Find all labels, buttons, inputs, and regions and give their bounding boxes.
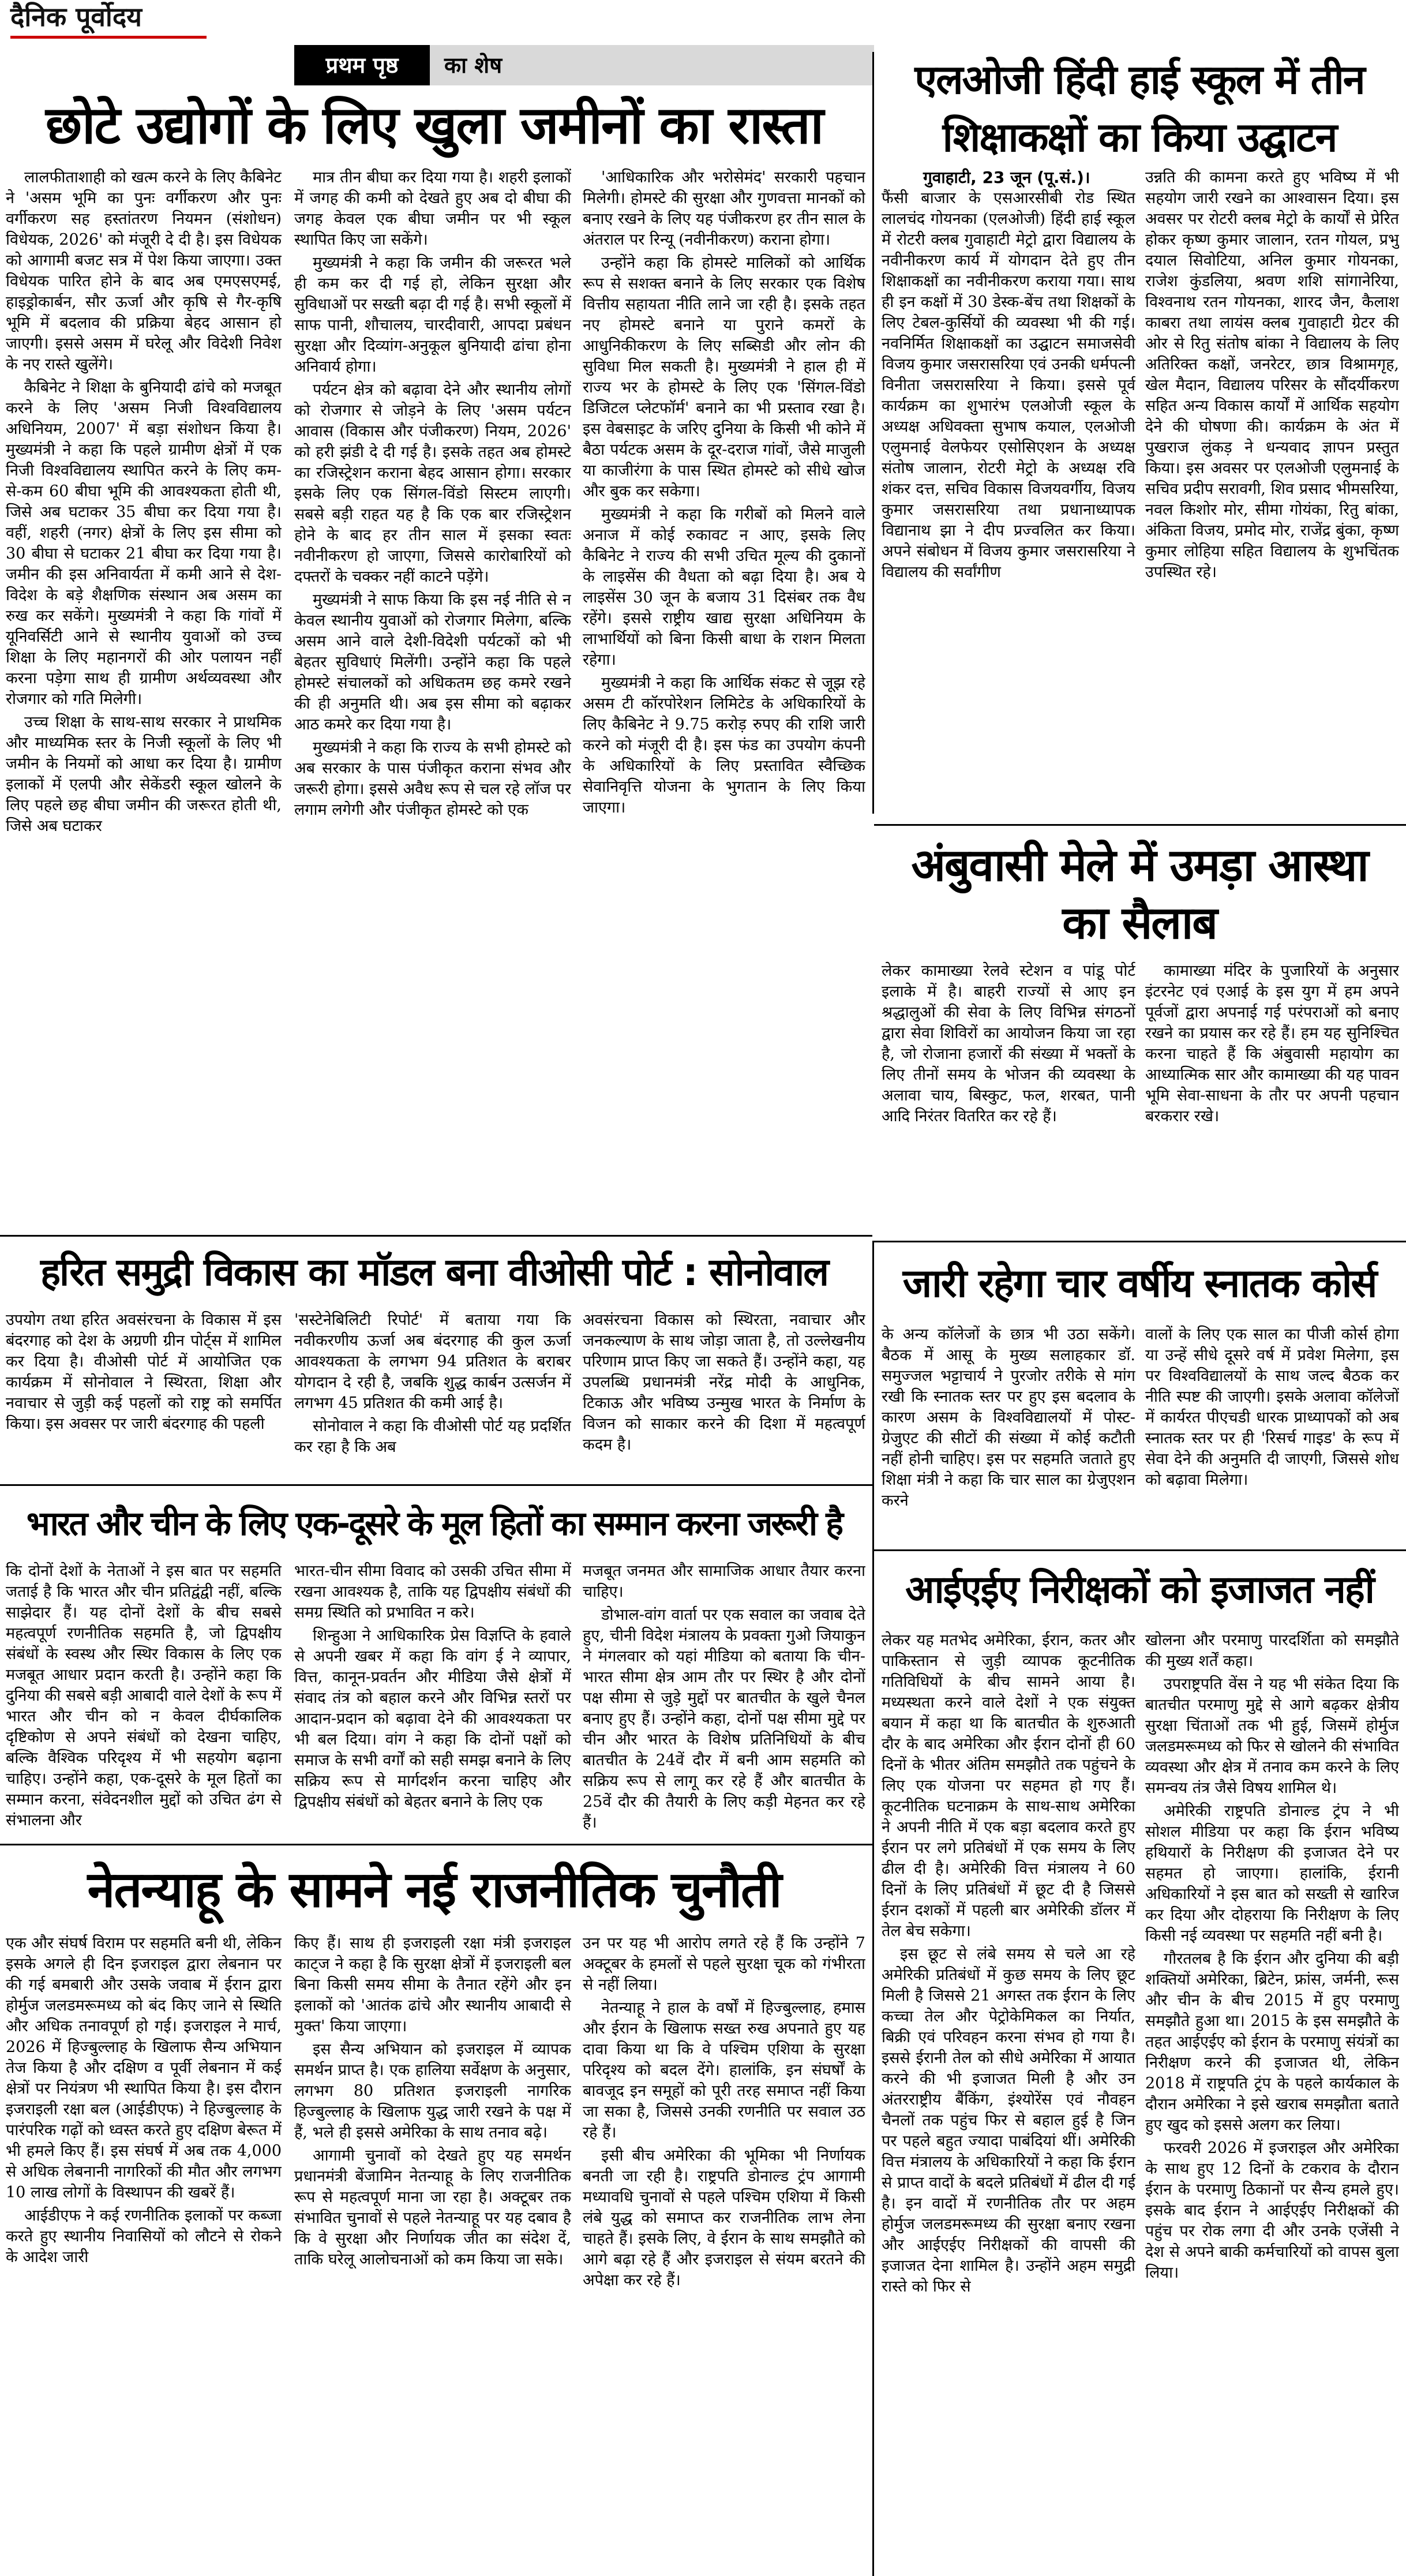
paragraph: अमेरिकी राष्ट्रपति डोनाल्ड ट्रंप ने भी सोशल मीडिया पर कहा कि ईरान भविष्य हथियारों के निरीक्षण की इजाजत देने पर सहमत हो जाएगा। हालांकि, ईरानी अधिकारियों ने इस बात को सख्ती से खारिज कर दिया और दोहराया कि निरीक्षण के लिए किसी नई व्यवस्था पर सहमति नहीं बनी है। bbox=[1145, 1802, 1399, 1945]
paragraph: सोनोवाल ने कहा कि वीओसी पोर्ट यह प्रदर्शित कर रहा है कि अब bbox=[294, 1417, 571, 1456]
art1-col1 bbox=[6, 167, 282, 1036]
paragraph: फैंसी बाजार के एसआरसीबी रोड स्थित लालचंद गोयनका (एलओजी) हिंदी हाई स्कूल में रोटरी क्लब गुवाहाटी मेट्रो द्वारा विद्यालय के नवीनीकरण कार्य में योगदान देते हुए तीन शिक्षाकक्षों का नवीनीकरण कराया गया। साथ ही इन कक्षों में 30 डेस्क-बेंच तथा शिक्षकों के लिए टेबल-कुर्सियों की व्यवस्था भी की गई। नवनिर्मित शिक्षाकक्षों का उद्घाटन समाजसेवी विजय कुमार जसरासरिया एवं उनकी धर्मपत्नी विनीता जसरासरिया ने किया। इससे पूर्व कार्यक्रम का शुभारंभ एलओजी स्कूल के अध्यक्ष अधिवक्ता सुभाष कयाल, एलओजी एलुमनाई वेलफेयर एसोसिएशन के अध्यक्ष संतोष जालान, रोटरी मेट्रो के अध्यक्ष रवि शंकर दत्त, सचिव विकास विजयवर्गीय, विजय कुमार जसरासरिया तथा प्रधानाध्यापक विद्यानाथ झा ने दीप प्रज्वलित कर किया। अपने संबोधन में विजय कुमार जसरासरिया ने विद्यालय की सर्वांगीण bbox=[882, 189, 1135, 581]
art7-col2 bbox=[1145, 1630, 1399, 2571]
paragraph: के अन्य कॉलेजों के छात्र भी उठा सकेंगे। बैठक में आसू के मुख्य सलाहकार डॉ. समुज्जल भट्टाचार्य ने पुरजोर तरीके से मांग रखी कि स्नातक स्तर पर हुए इस बदलाव के कारण असम के विश्वविद्यालयों में पोस्ट-ग्रेजुएट की सीटों की संख्या में कोई कटौती नहीं होनी चाहिए। इस पर सहमति जताते हुए शिक्षा मंत्री ने कहा कि चार साल का ग्रेजुएशन करने bbox=[882, 1326, 1135, 1510]
art5-col1 bbox=[882, 1324, 1135, 1544]
art2-col2 bbox=[1145, 167, 1399, 819]
masthead bbox=[0, 0, 1406, 78]
art5-headline: जारी रहेगा चार वर्षीय स्नातक कोर्स bbox=[902, 1261, 1377, 1306]
paragraph: उपराष्ट्रपति वेंस ने यह भी संकेत दिया कि बातचीत परमाणु मुद्दे से आगे बढ़कर क्षेत्रीय सुरक्षा चिंताओं तक भी हुई, जिसमें होर्मुज जलडमरूमध्य को फिर से खोलने की संभावित व्यवस्था और क्षेत्र में तनाव कम करने के लिए समन्वय तंत्र जैसे विषय शामिल थे। bbox=[1145, 1675, 1399, 1797]
paragraph: नेतन्याहू ने हाल के वर्षों में हिज्बुल्लाह, हमास और ईरान के खिलाफ सख्त रुख अपनाते हुए यह दावा किया था कि वे पश्चिम एशिया के सुरक्षा परिदृश्य को बदल देंगे। हालांकि, इन संघर्षों के बावजूद इन समूहों को पूरी तरह समाप्त नहीं किया जा सका है, जिससे उनकी रणनीति पर सवाल उठ रहे हैं। bbox=[583, 1999, 865, 2141]
art4-col2 bbox=[294, 1310, 571, 1483]
art4-headline: हरित समुद्री विकास का मॉडल बना वीओसी पोर्ट : सोनोवाल bbox=[40, 1250, 828, 1294]
paragraph: भारत-चीन सीमा विवाद को उसकी उचित सीमा में रखना आवश्यक है, ताकि यह द्विपक्षीय संबंधों की समग्र स्थिति को प्रभावित न करे। bbox=[294, 1562, 571, 1622]
paragraph: मुख्यमंत्री ने साफ किया कि इस नई नीति से न केवल स्थानीय युवाओं को रोजगार मिलेगा, बल्कि असम आने वाले देशी-विदेशी पर्यटकों को भी बेहतर सुविधाएं मिलेंगी। उन्होंने कहा कि पहले होमस्टे संचालकों को अधिकतम छह कमरे रखने की ही अनुमति थी। अब इस सीमा को बढ़ाकर आठ कमरे कर दिया गया है। bbox=[294, 591, 571, 733]
art4-col3 bbox=[583, 1310, 865, 1483]
masthead-underline bbox=[10, 36, 207, 39]
paragraph: अवसंरचना विकास को स्थिरता, नवाचार और जनकल्याण के साथ जोड़ा जाता है, तो उल्लेखनीय परिणाम प्राप्त किए जा सकते हैं। उन्होंने कहा, यह उपलब्धि प्रधानमंत्री नरेंद्र मोदी के आधुनिक, टिकाऊ और भविष्य उन्मुख भारत के निर्माण के विजन को साकार करने की दिशा में महत्वपूर्ण कदम है। bbox=[583, 1311, 865, 1454]
art7-top-divider bbox=[874, 1549, 1406, 1551]
paragraph: उपयोग तथा हरित अवसंरचना के विकास में इस बंदरगाह को देश के अग्रणी ग्रीन पोर्ट्स में शामिल कर दिया है। वीओसी पोर्ट में आयोजित एक कार्यक्रम में सोनोवाल ने स्थिरता, शिक्षा और नवाचार से जुड़ी कई पहलों को राष्ट्र को समर्पित किया। इस अवसर पर जारी बंदरगाह की पहली bbox=[6, 1311, 282, 1433]
paragraph: कैबिनेट ने शिक्षा के बुनियादी ढांचे को मजबूत करने के लिए 'असम निजी विश्वविद्यालय अधिनियम, 2007' में बड़ा संशोधन किया है। मुख्यमंत्री ने कहा कि पहले ग्रामीण क्षेत्रों में एक निजी विश्वविद्यालय स्थापित करने के लिए कम- से-कम 60 बीघा भूमि की आवश्यकता होती थी, जिसे अब घटाकर 35 बीघा कर दिया गया है। वहीं, शहरी (नगर) क्षेत्रों के लिए इस सीमा को 30 बीघा से घटाकर 21 बीघा कर दिया गया है। जमीन की इस अनिवार्यता में कमी आने से देश-विदेश के बड़े शैक्षणिक संस्थान अब असम का रुख कर सकेंगे। मुख्यमंत्री ने कहा कि गांवों में यूनिवर्सिटी आने से स्थानीय युवाओं को उच्च शिक्षा के लिए महानगरों की ओर पलायन नहीं करना पड़ेगा साथ ही ग्रामीण अर्थव्यवस्था और रोजगार को गति मिलेगी। bbox=[6, 379, 282, 708]
column-rule bbox=[872, 52, 874, 814]
paragraph: गौरतलब है कि ईरान और दुनिया की बड़ी शक्तियों अमेरिका, ब्रिटेन, फ्रांस, जर्मनी, रूस और चीन के बीच 2015 में हुए परमाणु समझौते हुआ था। 2015 के इस समझौते के तहत आईएईए को ईरान के परमाणु संयंत्रों का निरीक्षण करने की इजाजत थी, लेकिन 2018 में राष्ट्रपति ट्रंप के पहले कार्यकाल के दौरान अमेरिका ने इसे खराब समझौता बताते हुए खुद को इससे अलग कर लिया। bbox=[1145, 1950, 1399, 2134]
art2-dateline: गुवाहाटी, 23 जून (पू.सं.)। bbox=[923, 168, 1090, 187]
paragraph: मुख्यमंत्री ने कहा कि गरीबों को मिलने वाले अनाज में कोई रुकावट न आए, इसके लिए कैबिनेट ने राज्य की सभी उचित मूल्य की दुकानों के लाइसेंस की वैधता को बढ़ा दिया है। अब ये लाइसेंस 30 जून के बजाय 31 दिसंबर तक वैध रहेंगे। इससे राष्ट्रीय खाद्य सुरक्षा अधिनियम के लाभार्थियों को बिना किसी बाधा के राशन मिलता रहेगा। bbox=[583, 506, 865, 669]
paragraph: फरवरी 2026 में इजराइल और अमेरिका के साथ हुए 12 दिनों के टकराव के दौरान ईरान के परमाणु ठिकानों पर सैन्य हमले हुए। इसके बाद ईरान ने आईएईए निरीक्षकों की पहुंच पर रोक लगा दी और उनके एजेंसी ने देश से अपने बाकी कर्मचारियों को वापस बुला लिया। bbox=[1145, 2139, 1399, 2282]
paragraph: उच्च शिक्षा के साथ-साथ सरकार ने प्राथमिक और माध्यमिक स्तर के निजी स्कूलों के लिए भी जमीन के नियमों को आधा कर दिया है। ग्रामीण इलाकों में एलपी और सेकेंडरी स्कूल खोलने के लिए पहले छह बीघा जमीन की जरूरत होती थी, जिसे अब घटाकर bbox=[6, 713, 282, 835]
page-strip bbox=[294, 45, 874, 85]
art2-col1 bbox=[882, 188, 1135, 823]
paragraph: 'आधिकारिक और भरोसेमंद' सरकारी पहचान मिलेगी। होमस्टे की सुरक्षा और गुणवत्ता मानकों को बनाए रखने के लिए यह पंजीकरण हर तीन साल के अंतराल पर रिन्यू (नवीनीकरण) कराना होगा। bbox=[583, 169, 865, 249]
art2-divider bbox=[874, 824, 1406, 826]
newspaper-logo: दैनिक पूर्वोदय bbox=[10, 1, 142, 32]
paragraph: मजबूत जनमत और सामाजिक आधार तैयार करना चाहिए। bbox=[583, 1562, 865, 1601]
paragraph: इसी बीच अमेरिका की भूमिका भी निर्णायक बनती जा रही है। राष्ट्रपति डोनाल्ड ट्रंप आगामी मध्यावधि चुनावों से पहले पश्चिम एशिया में किसी लंबे युद्ध को समाप्त कर राजनीतिक लाभ लेना चाहते हैं। इसके लिए, वे ईरान के साथ समझौते को आगे बढ़ा रहे हैं और इजराइल से संयम बरतने की अपेक्षा कर रहे हैं। bbox=[583, 2147, 865, 2289]
strip-fill bbox=[516, 45, 874, 85]
art6-top-divider bbox=[0, 1484, 872, 1486]
section-sublabel: का शेष bbox=[430, 45, 516, 85]
section-label: प्रथम पृष्ठ bbox=[294, 45, 430, 85]
art8-headline: नेतन्याहू के सामने नई राजनीतिक चुनौती bbox=[87, 1861, 781, 1919]
paragraph: किए हैं। साथ ही इजराइली रक्षा मंत्री इजराइल काट्ज ने कहा है कि सुरक्षा क्षेत्रों में इजराइली बल बिना किसी समय सीमा के तैनात रहेंगे और इन इलाकों को 'आतंक ढांचे और स्थानीय आबादी से मुक्त' किया जाएगा। bbox=[294, 1934, 571, 2035]
paragraph: खोलना और परमाणु पारदर्शिता को समझौते की मुख्य शर्तें कहा। bbox=[1145, 1631, 1399, 1670]
paragraph: उन पर यह भी आरोप लगते रहे हैं कि उन्होंने 7 अक्टूबर के हमलों से पहले सुरक्षा चूक को गंभीरता से नहीं लिया। bbox=[583, 1934, 865, 1994]
paragraph: आईडीएफ ने कई रणनीतिक इलाकों पर कब्जा करते हुए स्थानीय निवासियों को लौटने से रोकने के आदेश जारी bbox=[6, 2207, 282, 2266]
art3-col1 bbox=[882, 961, 1135, 1238]
paragraph: 'सस्टेनेबिलिटी रिपोर्ट' में बताया गया कि नवीकरणीय ऊर्जा अब बंदरगाह की कुल ऊर्जा आवश्यकता के लगभग 94 प्रतिशत के बराबर योगदान दे रही है, जबकि शुद्ध कार्बन उत्सर्जन में लगभग 45 प्रतिशत की कमी आई है। bbox=[294, 1311, 571, 1412]
paragraph: लेकर यह मतभेद अमेरिका, ईरान, कतर और पाकिस्तान से जुड़ी व्यापक कूटनीतिक गतिविधियों के बीच सामने आया है। मध्यस्थता करने वाले देशों ने एक संयुक्त बयान में कहा था कि बातचीत के शुरुआती दौर के बाद अमेरिका और ईरान दोनों ही 60 दिनों के भीतर अंतिम समझौते तक पहुंचने के लिए एक योजना पर सहमत हो गए हैं। कूटनीतिक घटनाक्रम के साथ-साथ अमेरिका ने अपनी नीति में एक बड़ा बदलाव करते हुए ईरान पर लगे प्रतिबंधों में एक समय के लिए ढील दी है। अमेरिकी वित्त मंत्रालय ने 60 दिनों के लिए प्रतिबंधों में छूट दी है जिससे ईरान दशकों में पहली बार अमेरिकी डॉलर में तेल बेच सकेगा। bbox=[882, 1631, 1135, 1940]
paragraph: आगामी चुनावों को देखते हुए यह समर्थन प्रधानमंत्री बेंजामिन नेतन्याहू के लिए राजनीतिक रूप से महत्वपूर्ण माना जा रहा है। अक्टूबर तक संभावित चुनावों से पहले नेतन्याहू पर यह दबाव है कि वे सुरक्षा और निर्णायक जीत का संदेश दें, ताकि घरेलू आलोचनाओं को कम किया जा सके। bbox=[294, 2147, 571, 2268]
paragraph: मुख्यमंत्री ने कहा कि राज्य के सभी होमस्टे को अब सरकार के पास पंजीकृत कराना संभव और जरूरी होगा। इससे अवैध रूप से चल रहे लॉज पर लगाम लगेगी और पंजीकृत होमस्टे को एक bbox=[294, 739, 571, 819]
art3-headline: अंबुवासी मेले में उमड़ा आस्था का सैलाब bbox=[911, 840, 1368, 949]
art7-headline: आईएईए निरीक्षकों को इजाजत नहीं bbox=[905, 1567, 1374, 1612]
art8-col2 bbox=[294, 1933, 571, 2571]
paragraph: इस सैन्य अभियान को इजराइल में व्यापक समर्थन प्राप्त है। एक हालिया सर्वेक्षण के अनुसार, लगभग 80 प्रतिशत इजराइली नागरिक हिज्बुल्लाह के खिलाफ युद्ध जारी रखने के पक्ष में हैं, भले ही इससे अमेरिका के साथ तनाव बढ़े। bbox=[294, 2040, 571, 2141]
art6-headline: भारत और चीन के लिए एक-दूसरे के मूल हितों का सम्मान करना जरूरी है bbox=[26, 1504, 842, 1543]
art1-col2 bbox=[294, 167, 571, 1036]
art4-col1 bbox=[6, 1310, 282, 1483]
art8-top-divider bbox=[0, 1844, 872, 1845]
art8-col3 bbox=[583, 1933, 865, 2571]
art3-col2 bbox=[1145, 961, 1399, 1238]
art1-headline: छोटे उद्योगों के लिए खुला जमीनों का रास्ता bbox=[46, 95, 823, 156]
paragraph: उन्नति की कामना करते हुए भविष्य में भी सहयोग जारी रखने का आश्वासन दिया। इस अवसर पर रोटरी क्लब मेट्रो के कार्यों से प्रेरित होकर कृष्ण कुमार जालान, रतन गोयल, प्रभु दयाल सिवोटिया, अनिल कुमार गोयनका, राजेश कुंडलिया, श्रवण शशि सांगानेरिया, विश्वनाथ रतन गोयनका, शारद जैन, कैलाश काबरा तथा लायंस क्लब गुवाहाटी ग्रेटर की ओर से रितु संतोष बांका ने विद्यालय के लिए अतिरिक्त कक्षों, जनरेटर, छात्र विश्रामगृह, खेल मैदान, विद्यालय परिसर के सौंदर्यीकरण सहित अन्य विकास कार्यों में आर्थिक सहयोग देने की घोषणा की। कार्यक्रम के अंत में पुखराज लुंकड़ ने धन्यवाद ज्ञापन प्रस्तुत किया। इस अवसर पर एलओजी एलुमनाई के सचिव प्रदीप सरावगी, शिव प्रसाद भीमसरिया, नवल किशोर मोर, सीमा गोयंका, रितु बांका, अंकिता विजय, प्रमोद मोर, राजेंद्र बुंका, कृष्ण कुमार लोहिया सहित विद्यालय के शुभचिंतक उपस्थित रहे। bbox=[1145, 169, 1399, 581]
art8-col1 bbox=[6, 1933, 282, 2571]
art6-col1 bbox=[6, 1561, 282, 1838]
art3-divider bbox=[874, 1241, 1406, 1242]
column-rule-lower bbox=[872, 1241, 874, 2576]
paragraph: उन्होंने कहा कि होमस्टे मालिकों को आर्थिक रूप से सशक्त बनाने के लिए सरकार एक विशेष वित्तीय सहायता नीति लाने जा रही है। इसके तहत नए होमस्टे बनाने या पुराने कमरों के आधुनिकीकरण के लिए सब्सिडी और लोन की सुविधा मिल सकती है। मुख्यमंत्री ने हाल ही में राज्य भर के होमस्टे के लिए एक 'सिंगल-विंडो डिजिटल प्लेटफॉर्म' बनाने का भी प्रस्ताव रखा है। इस वेबसाइट के जरिए दुनिया के किसी भी कोने में बैठा पर्यटक असम के दूर-दराज गांवों, जैसे माजुली या काजीरंगा के पास स्थित होमस्टे को सीधे खोज और बुक कर सकेगा। bbox=[583, 254, 865, 500]
paragraph: एक और संघर्ष विराम पर सहमति बनी थी, लेकिन इसके अगले ही दिन इजराइल द्वारा लेबनान पर की गई बमबारी और उसके जवाब में ईरान द्वारा होर्मुज जलडमरूमध्य को बंद किए जाने से स्थिति और अधिक तनावपूर्ण हो गई। इजराइल ने मार्च, 2026 में हिज्बुल्लाह के खिलाफ सैन्य अभियान तेज किया है और दक्षिण व पूर्वी लेबनान में कई क्षेत्रों पर नियंत्रण भी स्थापित किया है। इस दौरान इजराइली रक्षा बल (आईडीएफ) ने हिज्बुल्लाह के पारंपरिक गढ़ों को ध्वस्त करते हुए दक्षिण बेरूत में भी हमले किए हैं। इस संघर्ष में अब तक 4,000 से अधिक लेबनानी नागरिकों की मौत और लगभग 10 लाख लोगों के विस्थापन की खबरें हैं। bbox=[6, 1934, 282, 2201]
paragraph: इस छूट से लंबे समय से चले आ रहे अमेरिकी प्रतिबंधों में कुछ समय के लिए छूट मिली है जिससे 21 अगस्त तक ईरान के लिए कच्चा तेल और पेट्रोकेमिकल का निर्यात, बिक्री एवं परिवहन करना संभव हो गया है। इससे ईरानी तेल को सीधे अमेरिका में आयात करने की भी इजाजत मिली है और उन अंतरराष्ट्रीय बैंकिंग, इंश्योरेंस एवं नौवहन चैनलों तक पहुंच फिर से बहाल हुई है जिन पर पहले बहुत ज्यादा पाबंदियां थीं। अमेरिकी वित्त मंत्रालय के अधिकारियों ने कहा कि ईरान से प्राप्त वादों के बदले प्रतिबंधों में ढील दी गई है। इन वादों में रणनीतिक तौर पर अहम होर्मुज जलडमरूमध्य की सुरक्षा बनाए रखना और आईएईए निरीक्षकों की वापसी की इजाजत देना शामिल है। उन्होंने अहम समुद्री रास्ते को फिर से bbox=[882, 1945, 1135, 2296]
art7-col1 bbox=[882, 1630, 1135, 2571]
art4-top-divider bbox=[0, 1235, 872, 1237]
art6-col3 bbox=[583, 1561, 865, 1838]
paragraph: कि दोनों देशों के नेताओं ने इस बात पर सहमति जताई है कि भारत और चीन प्रतिद्वंद्वी नहीं, बल्कि साझेदार हैं। यह दोनों देशों के बीच सबसे महत्वपूर्ण रणनीतिक सहमति है, जो द्विपक्षीय संबंधों के स्वस्थ और स्थिर विकास के लिए एक मजबूत आधार प्रदान करती है। उन्होंने कहा कि दुनिया की सबसे बड़ी आबादी वाले देशों के रूप में भारत और चीन को न केवल दीर्घकालिक दृष्टिकोण से अपने संबंधों को देखना चाहिए, बल्कि वैश्विक परिदृश्य में भी सहयोग बढ़ाना चाहिए। उन्होंने कहा, एक-दूसरे के मूल हितों का सम्मान करना, संवेदनशील मुद्दों को उचित ढंग से संभालना और bbox=[6, 1562, 282, 1829]
paragraph: डोभाल-वांग वार्ता पर एक सवाल का जवाब देते हुए, चीनी विदेश मंत्रालय के प्रवक्ता गुओ जियाकुन ने मंगलवार को यहां मीडिया को बताया कि चीन-भारत सीमा क्षेत्र आम तौर पर स्थिर है और दोनों पक्ष सीमा से जुड़े मुद्दों पर बातचीत के खुले चैनल बनाए हुए हैं। उन्होंने कहा, दोनों पक्ष सीमा मुद्दे पर चीन और भारत के विशेष प्रतिनिधियों के बीच बातचीत के 24वें दौर में बनी आम सहमति को सक्रिय रूप से लागू कर रहे हैं और बातचीत के 25वें दौर की तैयारी के लिए कड़ी मेहनत कर रहे हैं। bbox=[583, 1606, 865, 1832]
art5-col2 bbox=[1145, 1324, 1399, 1544]
paragraph: मुख्यमंत्री ने कहा कि जमीन की जरूरत भले ही कम कर दी गई हो, लेकिन सुरक्षा और सुविधाओं पर सख्ती बढ़ा दी गई है। सभी स्कूलों में साफ पानी, शौचालय, चारदीवारी, आपदा प्रबंधन सुरक्षा और दिव्यांग-अनुकूल बुनियादी ढांचा होना अनिवार्य होगा। bbox=[294, 254, 571, 376]
art2-headline: एलओजी हिंदी हाई स्कूल में तीन शिक्षाकक्षों का किया उद्घाटन bbox=[914, 56, 1364, 161]
paragraph: पर्यटन क्षेत्र को बढ़ावा देने और स्थानीय लोगों को रोजगार से जोड़ने के लिए 'असम पर्यटन आवास (विकास और पंजीकरण) नियम, 2026' को हरी झंडी दे दी गई है। इसके तहत अब होमस्टे का रजिस्ट्रेशन कराना बेहद आसान होगा। सरकार इसके लिए एक सिंगल-विंडो सिस्टम लाएगी। सबसे बड़ी राहत यह है कि एक बार रजिस्ट्रेशन होने के बाद हर तीन साल में इसका स्वतः नवीनीकरण हो जाएगा, जिससे कारोबारियों को दफ्तरों के चक्कर नहीं काटने पड़ेंगे। bbox=[294, 381, 571, 586]
paragraph: कामाख्या मंदिर के पुजारियों के अनुसार इंटरनेट एवं एआई के इस युग में हम अपने पूर्वजों द्वारा अपनाई गई परंपराओं को बनाए रखने का प्रयास कर रहे हैं। हम यह सुनिश्चित करना चाहते हैं कि अंबुवासी महायोग का आध्यात्मिक सार और कामाख्या की यह पावन भूमि सेवा-साधना के तौर पर अपनी पहचान बरकरार रखे। bbox=[1145, 962, 1399, 1125]
paragraph: मुख्यमंत्री ने कहा कि आर्थिक संकट से जूझ रहे असम टी कॉरपोरेशन लिमिटेड के अधिकारियों के लिए कैबिनेट ने 9.75 करोड़ रुपए की राशि जारी करने को मंजूरी दी है। इस फंड का उपयोग कंपनी के अधिकारियों के लिए प्रस्तावित स्वैच्छिक सेवानिवृत्ति योजना के भुगतान के लिए किया जाएगा। bbox=[583, 674, 865, 817]
paragraph: मात्र तीन बीघा कर दिया गया है। शहरी इलाकों में जगह की कमी को देखते हुए अब दो बीघा की जगह केवल एक बीघा जमीन पर भी स्कूल स्थापित किए जा सकेंगे। bbox=[294, 169, 571, 249]
art6-col2 bbox=[294, 1561, 571, 1838]
paragraph: लालफीताशाही को खत्म करने के लिए कैबिनेट ने 'असम भूमि का पुनः वर्गीकरण और पुनः वर्गीकरण सह हस्तांतरण नियमन (संशोधन) विधेयक, 2026' को मंजूरी दे दी है। इस विधेयक को आगामी बजट सत्र में पेश किया जाएगा। उक्त विधेयक पारित होने के बाद अब एमएसएमई, हाइड्रोकार्बन, सौर ऊर्जा और कृषि से गैर-कृषि भूमि में बदलाव की प्रक्रिया बेहद आसान हो जाएगी। इससे असम में घरेलू और विदेशी निवेश के नए रास्ते खुलेंगे। bbox=[6, 169, 282, 373]
paragraph: शिन्हुआ ने आधिकारिक प्रेस विज्ञप्ति के हवाले से अपनी खबर में कहा कि वांग ई ने व्यापार, वित्त, कानून-प्रवर्तन और मीडिया जैसे क्षेत्रों में संवाद तंत्र को बहाल करने और विभिन्न स्तरों पर आदान-प्रदान को बढ़ावा देने की आवश्यकता पर भी बल दिया। वांग ने कहा कि दोनों पक्षों को समाज के सभी वर्गों को सही समझ बनाने के लिए सक्रिय रूप से मार्गदर्शन करना चाहिए और द्विपक्षीय संबंधों को बेहतर बनाने के लिए एक bbox=[294, 1627, 571, 1811]
paragraph: वालों के लिए एक साल का पीजी कोर्स होगा या उन्हें सीधे दूसरे वर्ष में प्रवेश मिलेगा, इस पर विश्वविद्यालयों के साथ जल्द बैठक कर नीति स्पष्ट की जाएगी। इसके अलावा कॉलेजों में कार्यरत पीएचडी धारक प्राध्यापकों को अब स्नातक स्तर पर ही 'रिसर्च गाइड' के रूप में सेवा देने की अनुमति दी जाएगी, जिससे शोध को बढ़ावा मिलेगा। bbox=[1145, 1326, 1399, 1489]
paragraph: लेकर कामाख्या रेलवे स्टेशन व पांडू पोर्ट इलाके में है। बाहरी राज्यों से आए इन श्रद्धालुओं की सेवा के लिए विभिन्न संगठनों द्वारा सेवा शिविरों का आयोजन किया जा रहा है, जो रोजाना हजारों की संख्या में भक्तों के लिए तीनों समय के भोजन की व्यवस्था के अलावा चाय, बिस्कुट, फल, शरबत, पानी आदि निरंतर वितरित कर रहे हैं। bbox=[882, 962, 1135, 1125]
art1-col3 bbox=[583, 167, 865, 1036]
